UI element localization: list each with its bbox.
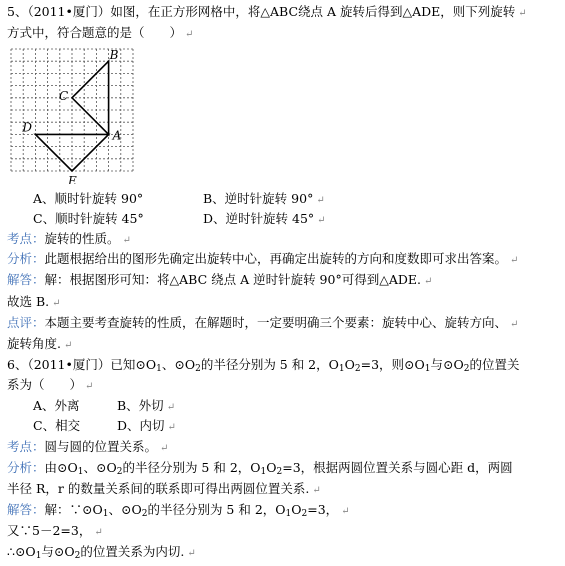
q5-option-a[interactable]: A、顺时针旋转 90° — [33, 191, 144, 206]
q5-dianping-line1: 点评：本题主要考查旋转的性质，在解题时，一定要明确三个要素：旋转中心、旋转方向、 ↵ — [7, 315, 519, 330]
return-icon: ↵ — [187, 548, 196, 559]
return-icon: ↵ — [166, 402, 176, 413]
kaodian-label: 考点： — [7, 231, 45, 246]
q5-fenxi: 分析：此题根据给出的图形先确定出旋转中心，再确定出旋转的方向和度数即可求出答案。 ↵ — [7, 251, 519, 266]
return-icon: ↵ — [167, 422, 176, 433]
q6-option-b[interactable]: B、外切 ↵ — [117, 398, 176, 413]
q6-option-d[interactable]: D、内切 ↵ — [117, 418, 176, 433]
q5-option-b[interactable]: B、逆时针旋转 90° ↵ — [203, 191, 325, 206]
jieda-label: 解答： — [7, 502, 45, 517]
return-icon: ↵ — [341, 506, 350, 517]
q5-choose: 故选 B. ↵ — [7, 294, 61, 309]
dashed-grid — [11, 49, 133, 171]
return-icon: ↵ — [63, 340, 73, 351]
return-icon: ↵ — [85, 381, 94, 392]
point-label-e: E — [68, 174, 77, 184]
return-icon: ↵ — [160, 443, 169, 454]
return-icon: ↵ — [518, 8, 527, 19]
q6-option-c[interactable]: C、相交 — [33, 418, 81, 433]
q5-kaodian: 考点：旋转的性质。 ↵ — [7, 231, 131, 246]
point-label-b: B — [109, 48, 119, 63]
return-icon: ↵ — [94, 527, 103, 538]
return-icon: ↵ — [423, 276, 433, 287]
return-icon: ↵ — [52, 298, 61, 309]
q6-fenxi-line2: 半径 R，r 的数量关系间的联系即可得出两圆位置关系. ↵ — [7, 481, 321, 496]
jieda-label: 解答： — [7, 272, 45, 287]
point-label-c: C — [59, 88, 69, 103]
q6-stem-line1: 6、（2011•厦门）已知$⊙O_1$、$⊙O_2$的半径分别为 5 和 2，$O_1O_2=3$，则$⊙O_1$与$⊙O_2$的位置关 — [7, 357, 520, 374]
return-icon: ↵ — [312, 485, 321, 496]
return-icon: ↵ — [185, 29, 194, 40]
q6-kaodian: 考点：圆与圆的位置关系。 ↵ — [7, 439, 169, 454]
q6-option-a[interactable]: A、外离 — [33, 398, 80, 413]
q6-step2: 又∵5－2=3， ↵ — [7, 523, 103, 538]
return-icon: ↵ — [317, 215, 326, 226]
fenxi-label: 分析： — [7, 251, 45, 266]
point-label-d: D — [22, 120, 33, 135]
return-icon: ↵ — [510, 255, 519, 266]
q5-stem-line1: 5、（2011•厦门）如图，在正方形网格中，将△ABC绕点 A 旋转后得到△ADE，则下列旋转 ↵ — [7, 4, 527, 19]
q6-stem-line2: 系为（ ） ↵ — [7, 377, 94, 392]
q5-option-c[interactable]: C、顺时针旋转 45° — [33, 211, 144, 226]
q5-jieda: 解答：解：根据图形可知：将△ABC 绕点 A 逆时针旋转 90°可得到△ADE. ↵ — [7, 272, 433, 287]
fenxi-label: 分析： — [7, 460, 45, 475]
q5-grid-figure — [8, 46, 143, 184]
q5-dianping-line2: 旋转角度. ↵ — [7, 336, 73, 351]
q5-stem-line2: 方式中，符合题意的是（ ） ↵ — [7, 25, 194, 40]
return-icon: ↵ — [122, 235, 131, 246]
q6-step3: $\therefore⊙O_1$与$⊙O_2$的位置关系为内切. ↵ — [7, 544, 196, 561]
q6-fenxi-line1: 分析：由$⊙O_1$、$⊙O_2$的半径分别为 5 和 2，$O_1O_2=3$，根据两圆位置关系与圆心距 d，两圆 — [7, 460, 513, 477]
point-label-a: A — [112, 128, 122, 143]
dianping-label: 点评： — [7, 315, 45, 330]
return-icon: ↵ — [510, 319, 519, 330]
return-icon: ↵ — [316, 195, 325, 206]
q6-jieda: 解答：解：$\because⊙O_1$、$⊙O_2$的半径分别为 5 和 2，$O_1O_2=3$， ↵ — [7, 502, 350, 519]
kaodian-label: 考点： — [7, 439, 45, 454]
q5-option-d[interactable]: D、逆时针旋转 45° ↵ — [203, 211, 326, 226]
